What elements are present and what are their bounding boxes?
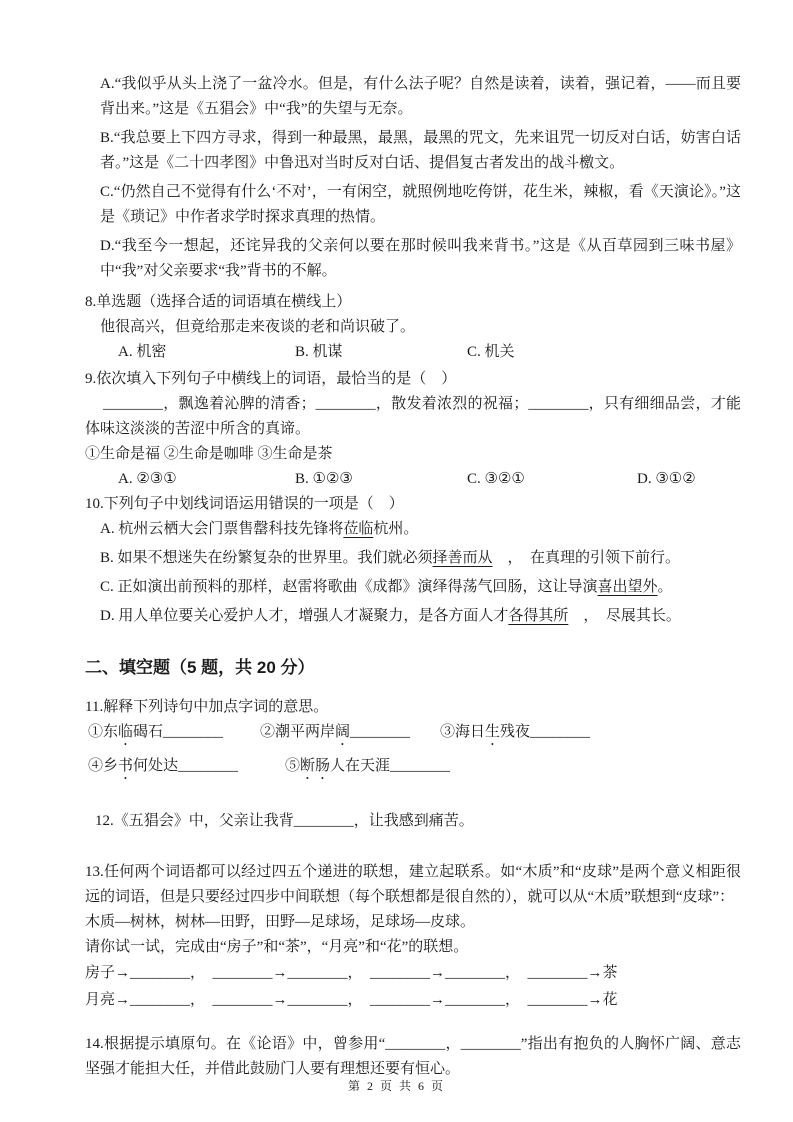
question-14-text: 14.根据提示填原句。在《论语》中，曾参用“________，________”指出有抱负的人胸怀广阔、意志坚强才能担大任，并借此鼓励门人要有理想还要有恒心。	[85, 1036, 741, 1077]
question-11-item-4: ④乡书何处达________	[88, 758, 239, 774]
page-content	[85, 72, 741, 1082]
question-11-item-1: ①东临碣石________	[88, 724, 224, 740]
question-11-item-5: ⑤断肠人在天涯________	[285, 758, 451, 774]
question-8	[85, 290, 741, 365]
question-11-title: 11.解释下列诗句中加点字词的意思。	[85, 699, 329, 715]
question-11-row-1	[88, 720, 741, 749]
question-7-option-a: A.“我似乎从头上浇了一盆冷水。但是，有什么法子呢？自然是读着，读着，强记着，——而且要背出来。”这是《五猖会》中“我”的失望与无奈。	[100, 76, 741, 117]
question-14	[85, 1032, 741, 1082]
question-10-option-b: B. 如果不想迷失在纷繁复杂的世界里。我们就必须择善而从 ， 在真理的引领下前行。	[100, 550, 681, 566]
question-11	[85, 695, 741, 783]
question-13-example: 木质—树林，树林—田野，田野—足球场，足球场—皮球。	[85, 914, 476, 930]
question-10-title: 10.下列句子中划线词语运用错误的一项是（ ）	[85, 496, 404, 512]
question-13-chain-house-tea: 房子→________， ________→________， ________→________， ________→茶	[85, 965, 618, 981]
question-13-prompt: 请你试一试，完成由“房子”和“茶”，“月亮”和“花”的联想。	[85, 939, 469, 955]
question-8-option-c: C. 机关	[467, 344, 515, 360]
page-footer: 第 2 页 共 6 页	[347, 1079, 445, 1093]
question-10-option-a: A. 杭州云栖大会门票售罄科技先锋将莅临杭州。	[100, 521, 419, 537]
question-10-option-c: C. 正如演出前预料的那样，赵雷将歌曲《成都》演绎得荡气回肠，这让导演喜出望外。	[100, 579, 673, 595]
question-11-row-2	[88, 754, 741, 783]
question-8-options	[118, 340, 741, 365]
question-12-text: 12.《五猖会》中，父亲让我背________，让我感到痛苦。	[95, 813, 474, 829]
question-9-option-a: A. ②③①	[118, 471, 177, 487]
question-8-option-a: A. 机密	[118, 344, 167, 360]
question-9-option-d: D. ③①②	[637, 471, 696, 487]
question-13	[85, 860, 741, 1014]
question-9-title: 9.依次填入下列句子中横线上的词语，最恰当的是（ ）	[85, 371, 457, 387]
question-9-option-c: C. ③②①	[467, 471, 525, 487]
question-9-option-b: B. ①②③	[295, 471, 353, 487]
question-8-title: 8.单选题（选择合适的词语填在横线上）	[85, 294, 352, 310]
question-9-options	[118, 467, 741, 492]
question-7-option-b: B.“我总要上下四方寻求，得到一种最黑，最黑，最黑的咒文，先来诅咒一切反对白话，妨害白话者。”这是《二十四孝图》中鲁迅对当时反对白话、提倡复古者发出的战斗檄文。	[100, 130, 741, 171]
question-9	[85, 367, 741, 492]
question-10	[85, 492, 741, 629]
question-11-item-3: ③海日生残夜________	[440, 724, 591, 740]
question-8-sentence: 他很高兴，但竟给那走来夜谈的老和尚识破了。	[100, 319, 416, 335]
question-11-item-2: ②潮平两岸阔________	[260, 724, 411, 740]
question-9-body: ________，飘逸着沁脾的清香；________，散发着浓烈的祝福；________，只有细细品尝，才能体味这淡淡的苦涩中所含的真谛。	[85, 396, 741, 437]
section-2-title: 二、填空题（5 题，共 20 分）	[85, 658, 315, 677]
question-12	[85, 809, 741, 834]
question-7-option-c: C.“仍然自己不觉得有什么‘不对’，一有闲空，就照例地吃侉饼，花生米，辣椒，看《天演论》。”这是《琐记》中作者求学时探求真理的热情。	[100, 184, 741, 225]
question-8-option-b: B. 机谋	[295, 344, 343, 360]
question-10-option-d: D. 用人单位要关心爱护人才，增强人才凝聚力，是各方面人才各得其所 ， 尽展其长。	[100, 608, 681, 624]
question-7-option-d: D.“我至今一想起，还诧异我的父亲何以要在那时候叫我来背书。”这是《从百草园到三味书屋》中“我”对父亲要求“我”背书的不解。	[100, 238, 741, 279]
question-9-note: ①生命是福 ②生命是咖啡 ③生命是茶	[85, 446, 333, 462]
question-13-body: 13.任何两个词语都可以经过四五个递进的联想，建立起联系。如“木质”和“皮球”是两个意义相距很远的词语，但是只要经过四步中间联想（每个联想都是很自然的），就可以从“木质”联想到“皮球”：	[85, 864, 741, 905]
question-7-options	[85, 72, 741, 284]
question-13-chain-moon-flower: 月亮→________， ________→________， ________→________， ________→花	[85, 992, 618, 1008]
